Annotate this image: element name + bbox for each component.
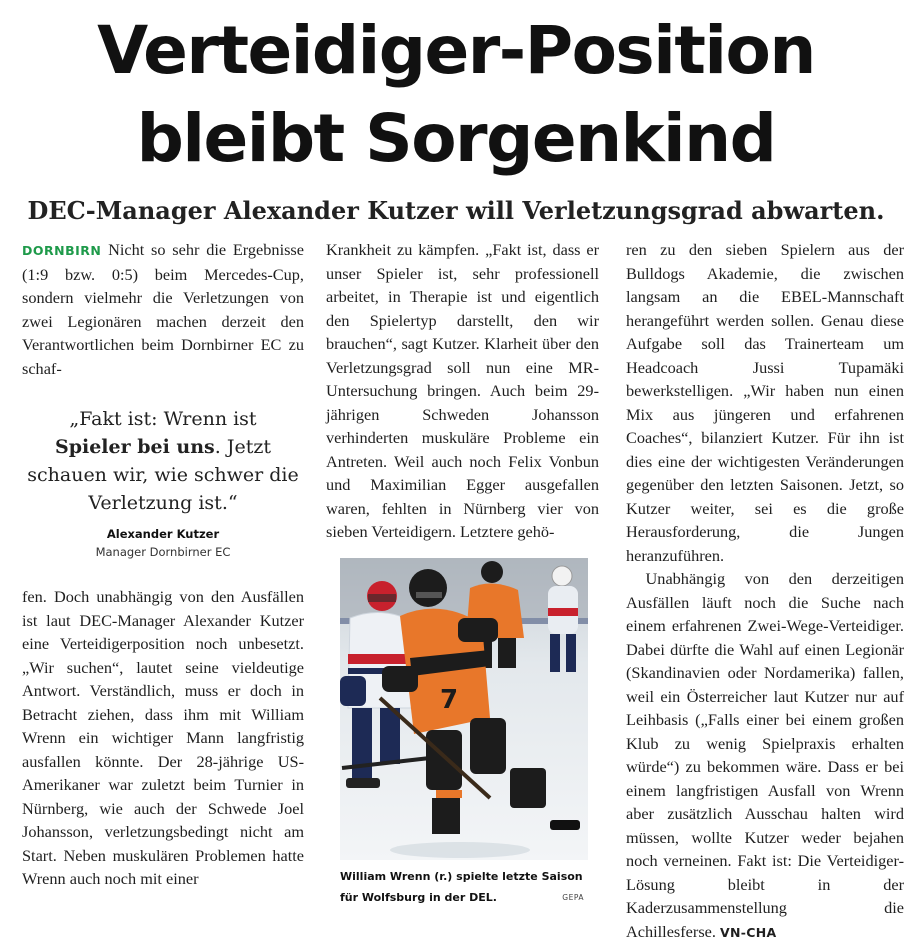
photo-caption-text: William Wrenn (r.) spielte letzte Saison für Wolfsburg in der DEL. — [340, 870, 583, 904]
photo-credit: GEPA — [562, 893, 584, 902]
author-byline: VN-CHA — [720, 924, 777, 940]
article-text-col2: Krankheit zu kämpfen. „Fakt ist, dass er unser Spieler ist, sehr professionell arbeitet, in Therapie ist und eigentlich den Spielertyp darstellt, den wir brauchen“, sagt Kutzer. Klarheit über den Verletzungsgrad soll nun eine MR-Untersuchung bringen. Auch beim 29-jährigen Schweden Johansson verhinderten muskuläre Probleme ein Antreten. Weil auch noch Felix Vonbun und Maximilian Egger ausgefallen waren, fehlten in Nürnberg vier von sieben Verteidigern. Letztere gehö- — [326, 240, 599, 541]
pull-quote-text-1: „Fakt ist: Wrenn ist — [69, 408, 257, 430]
article-text-col1-top: Nicht so sehr die Ergebnisse (1:9 bzw. 0:5) beim Mercedes-Cup, sondern vielmehr die Verletzungen von zwei Legionären machen derzeit den Verantwortlichen beim Dornbirner EC zu schaf- — [22, 240, 304, 378]
headline-line-1: Verteidiger-Position — [97, 12, 815, 89]
subheadline: DEC-Manager Alexander Kutzer will Verletzungsgrad abwarten. — [27, 196, 885, 225]
headline-line-2: bleibt Sorgenkind — [136, 100, 776, 177]
article-text-col3-p1: ren zu den sieben Spielern aus der Bulldogs Akademie, die zwischen langsam an die EBEL-Mannschaft herangeführt werden sollen. Genau diese Aufgabe soll das Trainerteam um Headcoach Jussi Tupamäki bewerkstelligen. „Wir haben nun einen Mix aus jüngeren und erfahrenen Coaches“, bilanziert Kutzer. Für ihn ist dies eine der wichtigesten Veränderungen gegenüber den letzten Saisonen. Jetzt, so Kutzer weiter, sei es die große Herausforderung, die Jungen heranzuführen. — [626, 240, 904, 565]
pull-quote-role: Manager Dornbirner EC — [95, 545, 231, 559]
article-text-col3-p2 — [626, 567, 904, 944]
photo-caption — [340, 866, 588, 908]
hockey-photo — [340, 558, 588, 860]
article-column-2 — [326, 238, 599, 544]
article-column-3 — [626, 238, 904, 944]
pull-quote-author: Alexander Kutzer — [106, 527, 220, 541]
dateline: DORNBIRN — [22, 243, 102, 258]
ice-shadow — [390, 842, 530, 858]
article-text-col1-bottom: fen. Doch unabhängig von den Ausfällen ist laut DEC-Manager Alexander Kutzer eine Verteidigerposition noch unbesetzt. „Wir suchen“, lautet seine vieldeutige Antwort. Verständlich, muss er doch in Betracht ziehen, dass ihm mit William Wrenn ein wichtiger Mann langfristig ausfallen könnte. Der 28-jährige US-Amerikaner war zuletzt beim Turnier in Nürnberg, wie auch der Schwede Joel Johansson, verletzungsbedingt nicht am Start. Neben muskulären Problemen hatte Wrenn auch noch mit einer — [22, 587, 304, 888]
article-text-col3-p2-body: Unabhängig von den derzeitigen Ausfällen läuft noch die Suche nach einem erfahrenen Zwei-Wege-Verteidiger. Dabei dürfte die Wahl auf einen Legionär (Skandinavien oder Nordamerika) fallen, weil ein Österreicher laut Kutzer nur auf Leihbasis („Falls einer bei einem großen Klub zu wenig Spielpraxis erhalten würde“) zu bekommen wäre. Dass er bei einem langfristigen Ausfall von Wrenn aber zusätzlich Ausschau halten wird müssen, wollte Kutzer weder bejahen noch verneinen. Fakt ist: Die Verteidiger-Lösung bleibt in der Kaderzusammenstellung die Achillesferse. — [626, 569, 904, 941]
pull-quote-text-2: . Jetzt schauen wir, wie schwer die Verletzung ist.“ — [27, 436, 299, 514]
pull-quote — [22, 405, 304, 517]
hockey-photo-illustration — [340, 558, 588, 860]
pull-quote-bold: Spieler bei uns — [54, 436, 215, 458]
article-column-1-top — [22, 238, 304, 380]
article-column-1-bottom — [22, 585, 304, 891]
jersey-number: 7 — [440, 685, 459, 715]
